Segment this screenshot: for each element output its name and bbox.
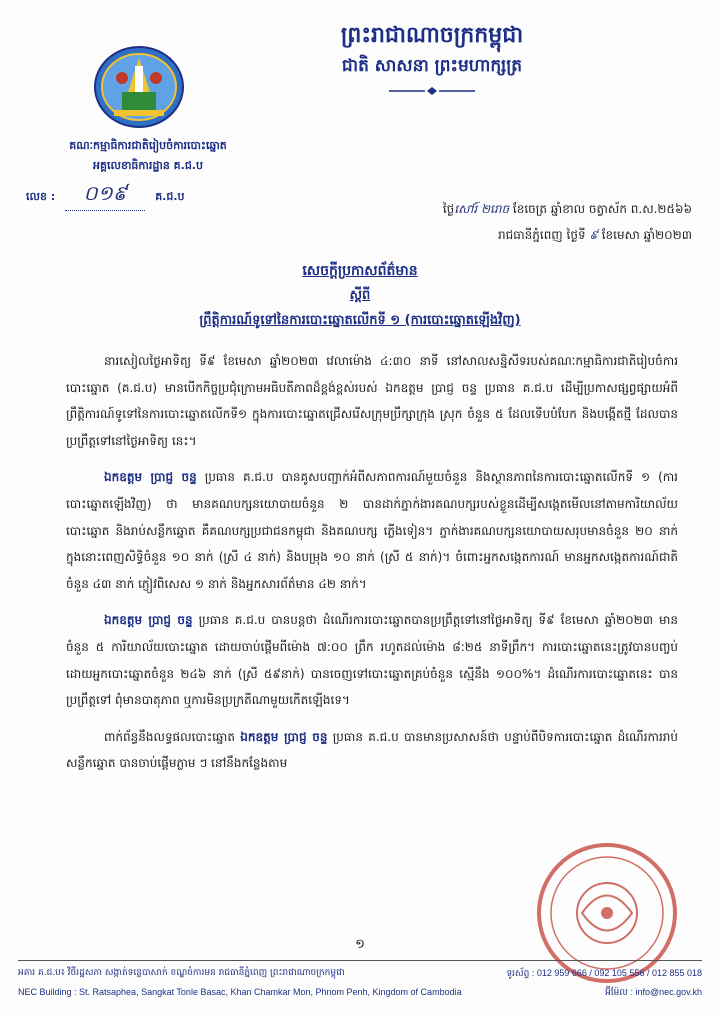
kingdom-header bbox=[292, 18, 572, 100]
paragraph-4 bbox=[66, 724, 678, 777]
ref-number: ០១៩ bbox=[83, 181, 127, 205]
lunar-date bbox=[292, 196, 692, 222]
email-address: info@nec.gov.kh bbox=[635, 987, 702, 997]
paragraph-2-text: ប្រធាន គ.ជ.ប បានគូសបញ្ជាក់អំពីសភាពការណ៍មួយចំនួន និងស្ថានភាពនៃការបោះឆ្នោតលើកទី ១ (ការបោះឆ្នោតឡើងវិញ) ថា មានគណបក្សនយោបាយចំនួន ២ បានដាក់ភ្នាក់ងារគណបក្សរបស់ខ្លួនដើម្បីសង្កេតមើលនៅតាមការិយាល័យបោះឆ្នោត និងរាប់សន្លឹកឆ្នោត គឺគណបក្សប្រជាជនកម្ពុជា និងគណបក្ស ភ្លើងទៀន។ ភ្នាក់ងារគណបក្សនយោបាយសរុបមានចំនួន ២០ នាក់ ក្នុងនោះពេញសិទ្ធិចំនួន ១០ នាក់ (ស្រី ៤ នាក់) និងបម្រុង ១០ នាក់ (ស្រី ៥ នាក់)។ ចំពោះអ្នកសង្កេតការណ៍ មានអ្នកសង្កេតការណ៍ជាតិ ចំនួន ៤៣ នាក់ ភ្ញៀវពិសេស ១ នាក់ និងអ្នកសារព័ត៌មាន ៤២ នាក់។ bbox=[66, 470, 678, 591]
kingdom-title: ព្រះរាជាណាចក្រកម្ពុជា bbox=[340, 22, 524, 48]
document-body bbox=[66, 348, 678, 787]
speaker-name: ឯកឧត្តម ប្រាជ្ញ ចន្ទ bbox=[104, 613, 193, 628]
lunar-rest: ខែចេត្រ ឆ្នាំខាល ចត្វាស័ក ព.ស.២៥៦៦ bbox=[512, 202, 692, 216]
page-number: ១ bbox=[355, 937, 365, 952]
ref-label: លេខ : bbox=[26, 190, 56, 203]
solar-rest: ខែមេសា ឆ្នាំ២០២៣ bbox=[601, 228, 692, 242]
email-label: អ៊ីម៉ែល : bbox=[605, 987, 633, 997]
ref-suffix: គ.ជ.ប bbox=[155, 190, 185, 203]
nec-seal-logo bbox=[92, 44, 186, 130]
paragraph-2 bbox=[66, 464, 678, 597]
speaker-name: ឯកឧត្តម ប្រាជ្ញ ចន្ទ bbox=[104, 470, 197, 485]
footer-email bbox=[605, 983, 702, 1002]
date-block bbox=[292, 196, 692, 248]
committee-name: គណៈកម្មាធិការជាតិរៀបចំការបោះឆ្នោត bbox=[69, 139, 227, 152]
paragraph-4-pre: ពាក់ព័ន្ធនឹងលទ្ធផលបោះឆ្នោត bbox=[104, 729, 241, 744]
document-title bbox=[40, 258, 680, 334]
paragraph-1: នារសៀលថ្ងៃអាទិត្យ ទី៩ ខែមេសា ឆ្នាំ២០២៣ វេលាម៉ោង ៤:៣០ នាទី នៅសាលសន្និសីទរបស់គណៈកម្មាធិការជាតិរៀបចំការបោះឆ្នោត (គ.ជ.ប) មានបើកកិច្ចប្រជុំក្រោមអធិបតីភាពដ៏ខ្ពង់ខ្ពស់របស់ ឯកឧត្តម ប្រាជ្ញ ចន្ទ ប្រធាន គ.ជ.ប ដើម្បីប្រកាសផ្សព្វផ្សាយអំពីព្រឹត្តិការណ៍ទូទៅនៃការបោះឆ្នោតលើកទី១ ក្នុងការបោះឆ្នោតជ្រើសរើសក្រុមប្រឹក្សាក្រុង ស្រុក ចំនួន ៥ ដែលទើបបំបែក និងបង្កើតថ្មី ដែលបានប្រព្រឹត្តទៅនៅថ្ងៃអាទិត្យ នេះ។ bbox=[66, 354, 678, 448]
phone-label: ទូរស័ព្ទ : bbox=[506, 968, 535, 978]
paragraph-3-text: ប្រធាន គ.ជ.ប បានបន្តថា ដំណើរការបោះឆ្នោតបានប្រព្រឹត្តទៅនៅថ្ងៃអាទិត្យ ទី៩ ខែមេសា ឆ្នាំ២០២៣ មានចំនួន ៥ ការិយាល័យបោះឆ្នោត ដោយចាប់ផ្តើមពីម៉ោង ៧:០០ ព្រឹក រហូតដល់ម៉ោង ៨:២៥ នាទីព្រឹក។ ការបោះឆ្នោតនេះត្រូវបានបញ្ចប់ ដោយអ្នកបោះឆ្នោតចំនួន ២៤៦ នាក់ (ស្រី ៥៩នាក់) បានចេញទៅបោះឆ្នោតគ្រប់ចំនួន ស្មើនឹង ១០០%។ ដំណើរការបោះឆ្នោតនេះ បានប្រព្រឹត្តទៅ ពុំមានបាតុភាព ឬការមិនប្រក្រតីណាមួយកើតឡើងទេ។ bbox=[66, 613, 678, 708]
lunar-handwritten: សៅរ៍ ២រោច bbox=[454, 202, 510, 216]
secretariat-name: អគ្គលេខាធិការដ្ឋាន គ.ជ.ប bbox=[93, 159, 203, 172]
ornament-divider-icon bbox=[387, 86, 477, 96]
title-line-2: ស្តីពី bbox=[349, 288, 371, 303]
solar-prefix: រាជធានីភ្នំពេញ ថ្ងៃទី bbox=[497, 228, 586, 242]
solar-day: ៩ bbox=[589, 228, 598, 242]
kingdom-motto: ជាតិ សាសនា ព្រះមហាក្សត្រ bbox=[341, 56, 523, 76]
reference-line bbox=[26, 180, 185, 211]
speaker-name: ឯកឧត្តម ប្រាជ្ញ ចន្ទ bbox=[240, 729, 328, 744]
title-line-3: ព្រឹត្តិការណ៍ទូទៅនៃការបោះឆ្នោតលើកទី ១ (ការបោះឆ្នោតឡើងវិញ) bbox=[199, 313, 521, 328]
lunar-prefix: ថ្ងៃ bbox=[442, 202, 455, 216]
solar-date bbox=[292, 222, 692, 248]
paragraph-4-text: ប្រធាន គ.ជ.ប បានមានប្រសាសន៍ថា បន្ទាប់ពីបិទការបោះឆ្នោត ដំណើរការរាប់សន្លឹកឆ្នោត បានចាប់ផ្តើមភ្លាម ៗ នៅនឹងកន្លែងតាម bbox=[66, 729, 678, 771]
footer-phone bbox=[506, 964, 702, 983]
issuing-authority bbox=[18, 136, 278, 176]
title-line-1: សេចក្តីប្រកាសព័ត៌មាន bbox=[302, 263, 418, 279]
paragraph-3 bbox=[66, 607, 678, 713]
footer-divider bbox=[18, 960, 702, 961]
footer bbox=[18, 964, 702, 1002]
footer-address-en: NEC Building : St. Ratsaphea, Sangkat Tonle Basac, Khan Chamkar Mon, Phnom Penh, Kingdom of Cambodia bbox=[18, 987, 462, 997]
footer-address-km: អគារ គ.ជ.ប៖ វិថីរដ្ឋសភា សង្កាត់ទន្លេបាសាក់ ខណ្ឌចំការមន រាជធានីភ្នំពេញ ព្រះរាជាណាចក្រកម្ពុជា bbox=[18, 968, 345, 978]
phone-numbers: 012 959 666 / 092 105 556 / 012 855 018 bbox=[536, 968, 702, 978]
